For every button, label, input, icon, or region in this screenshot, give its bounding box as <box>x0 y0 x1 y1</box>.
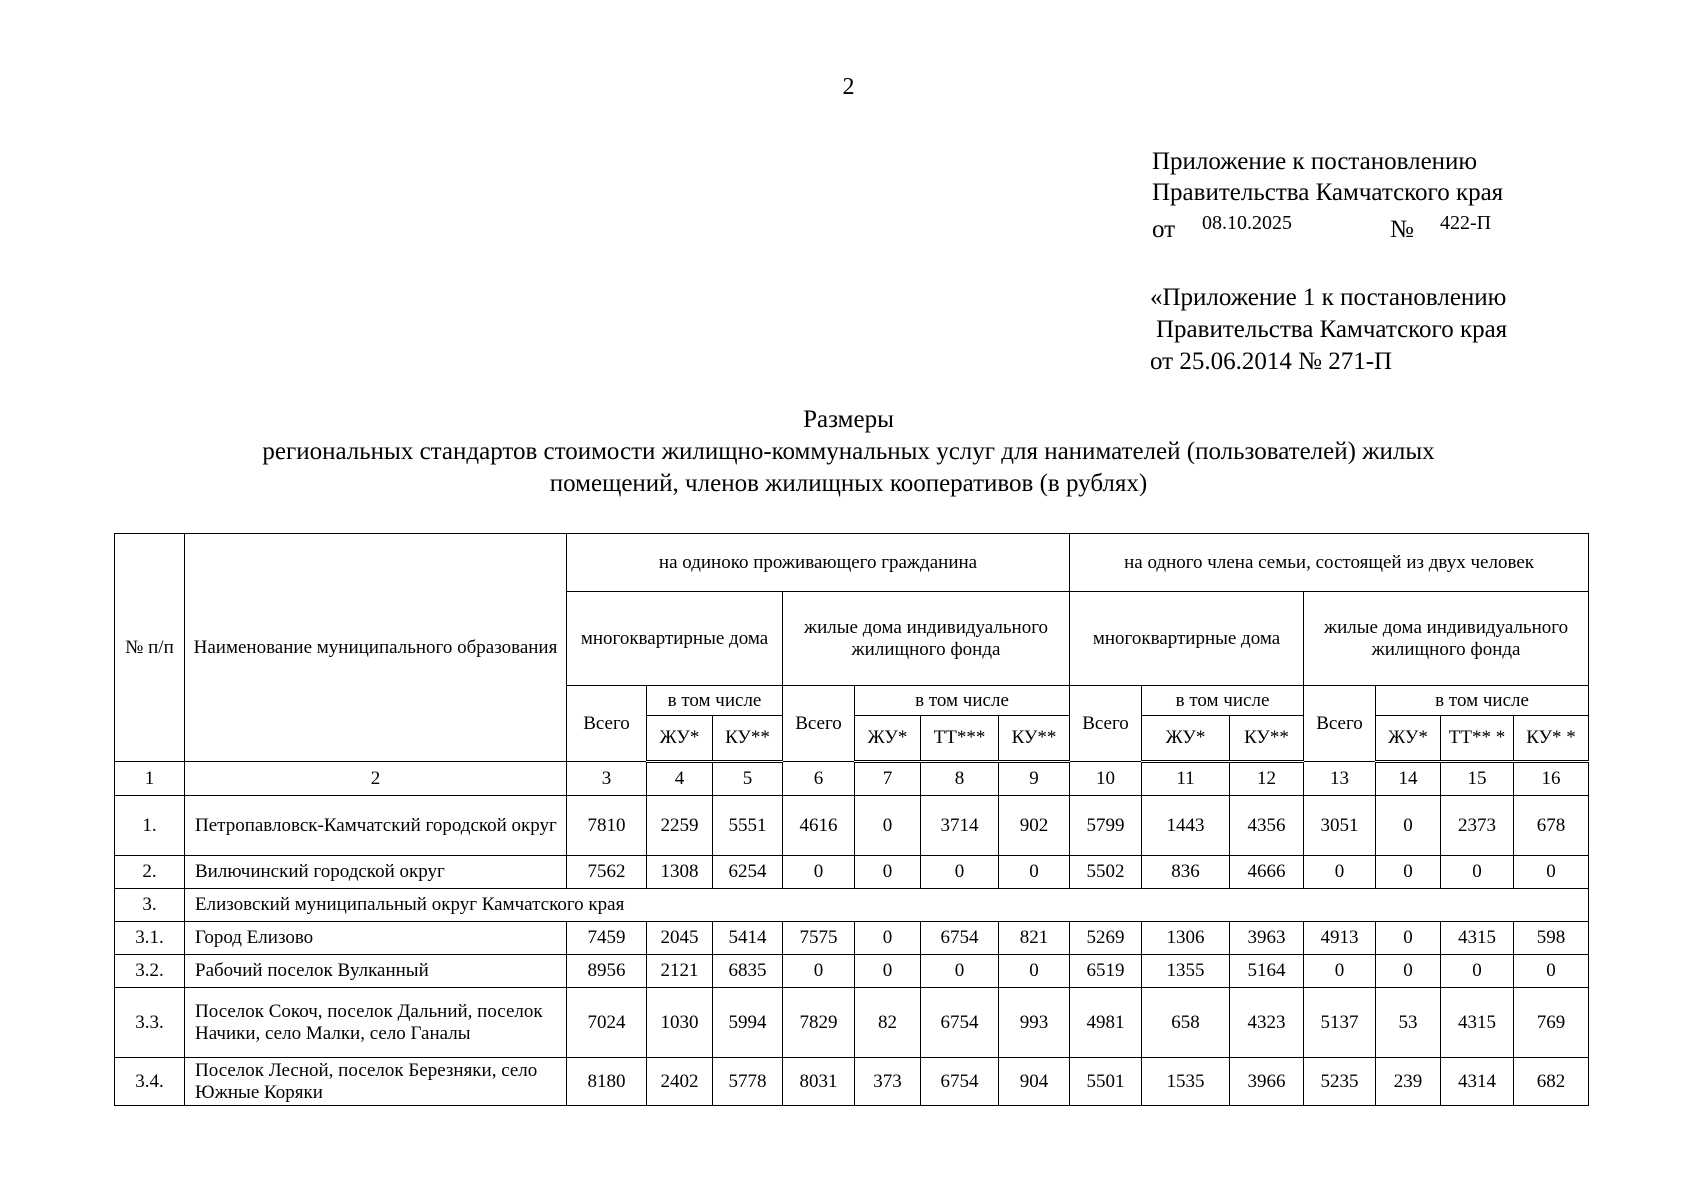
header-total: Всего <box>567 686 647 762</box>
column-number: 13 <box>1304 762 1376 796</box>
header-family: на одного члена семьи, состоящей из двух человек <box>1070 534 1589 592</box>
cell: 4323 <box>1230 988 1304 1058</box>
cell: 373 <box>855 1058 921 1106</box>
cell: 4666 <box>1230 856 1304 889</box>
header-total: Всего <box>1070 686 1142 762</box>
cell: 8180 <box>567 1058 647 1106</box>
row-num: 3.2. <box>115 955 185 988</box>
cell: 3966 <box>1230 1058 1304 1106</box>
cell: 1443 <box>1142 796 1230 856</box>
cell: 7810 <box>567 796 647 856</box>
header-family-individual: жилые дома индивидуального жилищного фонда <box>1304 592 1589 686</box>
cell: 6754 <box>921 1058 999 1106</box>
cell: 4315 <box>1441 988 1514 1058</box>
column-number: 6 <box>783 762 855 796</box>
header-ku: КУ** <box>1230 716 1304 762</box>
cell: 4913 <box>1304 922 1376 955</box>
column-number: 3 <box>567 762 647 796</box>
header-total: Всего <box>783 686 855 762</box>
column-number: 15 <box>1441 762 1514 796</box>
annex-line-1: «Приложение 1 к постановлению <box>1150 284 1507 311</box>
cell: 904 <box>999 1058 1070 1106</box>
column-number: 5 <box>713 762 783 796</box>
table-row <box>115 1058 1589 1106</box>
cell: 0 <box>783 856 855 889</box>
cell: 0 <box>1441 856 1514 889</box>
header-tt: ТТ*** <box>921 716 999 762</box>
header-tt-wrap: ТТ** * <box>1441 716 1514 762</box>
header-ku: КУ** <box>999 716 1070 762</box>
cell: 658 <box>1142 988 1230 1058</box>
cell: 8956 <box>567 955 647 988</box>
cell: 678 <box>1514 796 1589 856</box>
cell: 82 <box>855 988 921 1058</box>
cell: 2121 <box>647 955 713 988</box>
column-number: 1 <box>115 762 185 796</box>
row-num: 3.1. <box>115 922 185 955</box>
cell: 0 <box>855 856 921 889</box>
cell: 3051 <box>1304 796 1376 856</box>
annex-line-2: Правительства Камчатского края <box>1156 316 1508 343</box>
document-title <box>0 404 1697 500</box>
column-number: 16 <box>1514 762 1589 796</box>
cell: 53 <box>1376 988 1441 1058</box>
cell: 3963 <box>1230 922 1304 955</box>
table-row <box>115 856 1589 889</box>
cell: 239 <box>1376 1058 1441 1106</box>
approval-block <box>1152 146 1503 242</box>
cell: 1030 <box>647 988 713 1058</box>
cell: 0 <box>1376 955 1441 988</box>
cell: 1355 <box>1142 955 1230 988</box>
cell: 6835 <box>713 955 783 988</box>
row-num: 1. <box>115 796 185 856</box>
table-row <box>115 889 1589 922</box>
row-name: Вилючинский городской округ <box>185 856 567 889</box>
cell: 7562 <box>567 856 647 889</box>
cell: 902 <box>999 796 1070 856</box>
cell: 993 <box>999 988 1070 1058</box>
cell: 821 <box>999 922 1070 955</box>
header-num: № п/п <box>115 534 185 762</box>
table-row <box>115 796 1589 856</box>
header-zhu: ЖУ* <box>1142 716 1230 762</box>
cell: 0 <box>999 955 1070 988</box>
cell: 769 <box>1514 988 1589 1058</box>
cell: 682 <box>1514 1058 1589 1106</box>
cell: 5269 <box>1070 922 1142 955</box>
header-apartment: многоквартирные дома <box>567 592 783 686</box>
cell: 4314 <box>1441 1058 1514 1106</box>
header-ku-wrap: КУ* * <box>1514 716 1589 762</box>
column-number: 2 <box>185 762 567 796</box>
cell: 4616 <box>783 796 855 856</box>
row-name: Елизовский муниципальный округ Камчатского края <box>185 889 1589 922</box>
cell: 5235 <box>1304 1058 1376 1106</box>
cell: 836 <box>1142 856 1230 889</box>
header-zhu: ЖУ* <box>855 716 921 762</box>
cell: 5778 <box>713 1058 783 1106</box>
column-number: 8 <box>921 762 999 796</box>
header-ku: КУ** <box>713 716 783 762</box>
column-number: 4 <box>647 762 713 796</box>
header-zhu: ЖУ* <box>647 716 713 762</box>
row-num: 2. <box>115 856 185 889</box>
cell: 5164 <box>1230 955 1304 988</box>
cell: 2373 <box>1441 796 1514 856</box>
cell: 7459 <box>567 922 647 955</box>
cell: 5551 <box>713 796 783 856</box>
cell: 0 <box>1304 856 1376 889</box>
cell: 5502 <box>1070 856 1142 889</box>
column-number: 14 <box>1376 762 1441 796</box>
cell: 1535 <box>1142 1058 1230 1106</box>
table-row <box>115 988 1589 1058</box>
approval-line-3 <box>1152 208 1503 242</box>
cell: 7024 <box>567 988 647 1058</box>
cell: 4356 <box>1230 796 1304 856</box>
cell: 0 <box>855 922 921 955</box>
cell: 5137 <box>1304 988 1376 1058</box>
header-family-apartment: многоквартирные дома <box>1070 592 1304 686</box>
cell: 4981 <box>1070 988 1142 1058</box>
column-number-row <box>115 762 1589 796</box>
column-number: 11 <box>1142 762 1230 796</box>
row-num: 3.3. <box>115 988 185 1058</box>
annex-line-3: от 25.06.2014 № 271-П <box>1150 348 1393 375</box>
cell: 6754 <box>921 988 999 1058</box>
annex-block <box>1150 282 1507 378</box>
column-number: 12 <box>1230 762 1304 796</box>
cell: 0 <box>1304 955 1376 988</box>
cell: 6754 <box>921 922 999 955</box>
approval-number: 422-П <box>1440 212 1492 234</box>
header-single: на одиноко проживающего гражданина <box>567 534 1070 592</box>
header-total: Всего <box>1304 686 1376 762</box>
cell: 3714 <box>921 796 999 856</box>
cell: 4315 <box>1441 922 1514 955</box>
cell: 2045 <box>647 922 713 955</box>
row-num: 3. <box>115 889 185 922</box>
cell: 0 <box>855 796 921 856</box>
row-num: 3.4. <box>115 1058 185 1106</box>
page-number: 2 <box>842 74 855 100</box>
table-row <box>115 922 1589 955</box>
cell: 0 <box>921 856 999 889</box>
row-name: Поселок Сокоч, поселок Дальний, поселок Начики, село Малки, село Ганалы <box>185 988 567 1058</box>
header-individual: жилые дома индивидуального жилищного фонда <box>783 592 1070 686</box>
approval-number-sign: № <box>1390 216 1414 243</box>
cell: 0 <box>1376 922 1441 955</box>
header-including: в том числе <box>855 686 1070 716</box>
title-line-1: Размеры <box>803 406 894 433</box>
cell: 598 <box>1514 922 1589 955</box>
header-name: Наименование муниципального образования <box>185 534 567 762</box>
title-line-3: помещений, членов жилищных кооперативов (в рублях) <box>549 470 1148 497</box>
cell: 0 <box>1514 955 1589 988</box>
title-line-2: региональных стандартов стоимости жилищно-коммунальных услуг для нанимателей (пользователей) жилых <box>262 438 1435 465</box>
cell: 5501 <box>1070 1058 1142 1106</box>
cell: 5994 <box>713 988 783 1058</box>
cell: 7829 <box>783 988 855 1058</box>
header-including: в том числе <box>1376 686 1589 716</box>
cell: 2402 <box>647 1058 713 1106</box>
row-name: Петропавловск-Камчатский городской округ <box>185 796 567 856</box>
table-row <box>115 955 1589 988</box>
cell: 0 <box>921 955 999 988</box>
cell: 8031 <box>783 1058 855 1106</box>
column-number: 9 <box>999 762 1070 796</box>
row-name: Поселок Лесной, поселок Березняки, село Южные Коряки <box>185 1058 567 1106</box>
cell: 0 <box>783 955 855 988</box>
header-including: в том числе <box>1142 686 1304 716</box>
standards-table <box>114 533 1589 1106</box>
cell: 0 <box>1376 856 1441 889</box>
cell: 7575 <box>783 922 855 955</box>
cell: 0 <box>999 856 1070 889</box>
row-name: Город Елизово <box>185 922 567 955</box>
cell: 6254 <box>713 856 783 889</box>
cell: 0 <box>1514 856 1589 889</box>
approval-from-label: от <box>1152 216 1176 243</box>
column-number: 7 <box>855 762 921 796</box>
cell: 0 <box>1441 955 1514 988</box>
cell: 5414 <box>713 922 783 955</box>
cell: 6519 <box>1070 955 1142 988</box>
cell: 5799 <box>1070 796 1142 856</box>
cell: 0 <box>855 955 921 988</box>
cell: 1306 <box>1142 922 1230 955</box>
cell: 2259 <box>647 796 713 856</box>
row-name: Рабочий поселок Вулканный <box>185 955 567 988</box>
cell: 1308 <box>647 856 713 889</box>
cell: 0 <box>1376 796 1441 856</box>
header-including: в том числе <box>647 686 783 716</box>
approval-line-1: Приложение к постановлению <box>1152 148 1478 175</box>
approval-line-2: Правительства Камчатского края <box>1152 179 1504 206</box>
approval-date: 08.10.2025 <box>1202 212 1292 234</box>
header-zhu: ЖУ* <box>1376 716 1441 762</box>
column-number: 10 <box>1070 762 1142 796</box>
